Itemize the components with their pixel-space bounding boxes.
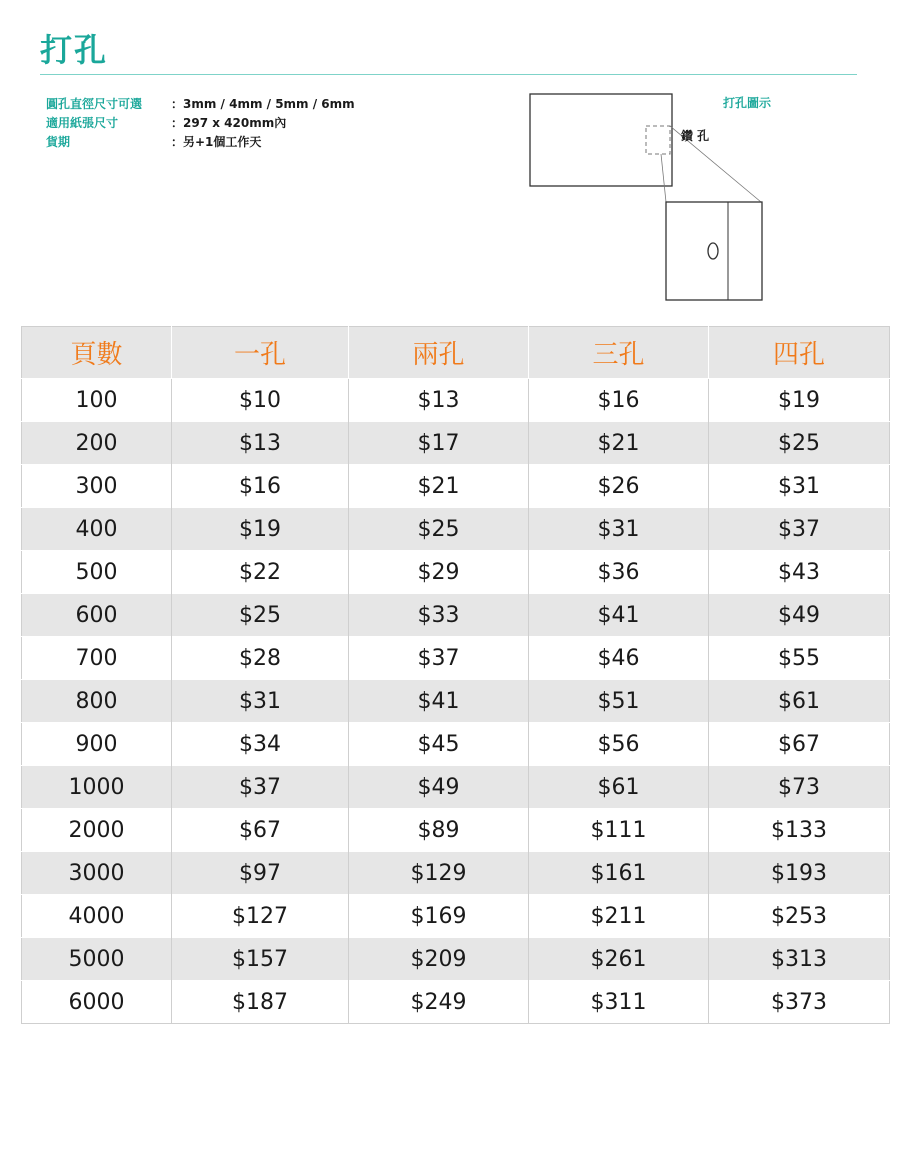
page-count-cell: 200 xyxy=(22,422,172,465)
price-cell: $13 xyxy=(349,379,529,422)
page-count-cell: 2000 xyxy=(22,809,172,852)
price-cell: $41 xyxy=(529,594,709,637)
table-row xyxy=(22,594,890,637)
price-cell: $36 xyxy=(529,551,709,594)
page-count-cell: 5000 xyxy=(22,938,172,981)
page-count-cell: 100 xyxy=(22,379,172,422)
price-cell: $127 xyxy=(172,895,349,938)
title-divider xyxy=(40,74,857,75)
page-count-cell: 6000 xyxy=(22,981,172,1024)
price-cell: $49 xyxy=(709,594,890,637)
price-cell: $31 xyxy=(529,508,709,551)
spec-value: ：另+1個工作天 xyxy=(171,135,262,149)
page-count-cell: 700 xyxy=(22,637,172,680)
price-cell: $253 xyxy=(709,895,890,938)
price-cell: $161 xyxy=(529,852,709,895)
price-cell: $43 xyxy=(709,551,890,594)
page-count-cell: 500 xyxy=(22,551,172,594)
table-row xyxy=(22,852,890,895)
price-cell: $37 xyxy=(172,766,349,809)
price-cell: $193 xyxy=(709,852,890,895)
page-count-cell: 600 xyxy=(22,594,172,637)
spec-row-hole-size xyxy=(46,95,355,114)
punch-diagram xyxy=(528,90,828,310)
price-cell: $89 xyxy=(349,809,529,852)
table-row xyxy=(22,723,890,766)
price-cell: $22 xyxy=(172,551,349,594)
zoom-detail xyxy=(666,202,762,300)
zoom-line xyxy=(661,154,666,202)
price-cell: $73 xyxy=(709,766,890,809)
price-cell: $19 xyxy=(172,508,349,551)
price-cell: $249 xyxy=(349,981,529,1024)
price-cell: $19 xyxy=(709,379,890,422)
spec-row-lead-time xyxy=(46,133,355,152)
header-pages: 頁數 xyxy=(22,327,172,379)
hole-label: 鑽 孔 xyxy=(681,129,710,143)
price-cell: $209 xyxy=(349,938,529,981)
page-count-cell: 4000 xyxy=(22,895,172,938)
price-cell: $13 xyxy=(172,422,349,465)
price-cell: $17 xyxy=(349,422,529,465)
header-four-holes: 四孔 xyxy=(709,327,890,379)
spec-value: ：297 x 420mm內 xyxy=(171,116,287,130)
price-cell: $34 xyxy=(172,723,349,766)
paper-sheet xyxy=(530,94,672,186)
table-row xyxy=(22,465,890,508)
page-count-cell: 800 xyxy=(22,680,172,723)
header-one-hole: 一孔 xyxy=(172,327,349,379)
price-cell: $51 xyxy=(529,680,709,723)
price-cell: $41 xyxy=(349,680,529,723)
price-cell: $56 xyxy=(529,723,709,766)
price-cell: $21 xyxy=(529,422,709,465)
price-cell: $49 xyxy=(349,766,529,809)
spec-label: 圓孔直徑尺寸可選 xyxy=(46,97,143,111)
price-cell: $61 xyxy=(709,680,890,723)
price-cell: $157 xyxy=(172,938,349,981)
page-count-cell: 400 xyxy=(22,508,172,551)
price-cell: $37 xyxy=(349,637,529,680)
price-cell: $313 xyxy=(709,938,890,981)
price-cell: $16 xyxy=(172,465,349,508)
table-row xyxy=(22,422,890,465)
table-row xyxy=(22,637,890,680)
price-cell: $26 xyxy=(529,465,709,508)
spec-list xyxy=(46,95,355,152)
table-body xyxy=(22,379,890,1024)
table-row xyxy=(22,895,890,938)
price-cell: $169 xyxy=(349,895,529,938)
table-row xyxy=(22,551,890,594)
price-cell: $25 xyxy=(349,508,529,551)
price-cell: $111 xyxy=(529,809,709,852)
table-header-row xyxy=(22,327,890,379)
header-two-holes: 兩孔 xyxy=(349,327,529,379)
spec-label: 貨期 xyxy=(46,135,71,149)
price-cell: $311 xyxy=(529,981,709,1024)
price-cell: $37 xyxy=(709,508,890,551)
price-cell: $373 xyxy=(709,981,890,1024)
price-cell: $21 xyxy=(349,465,529,508)
punch-hole-icon xyxy=(708,243,718,259)
price-table xyxy=(21,326,890,1024)
price-cell: $28 xyxy=(172,637,349,680)
price-cell: $16 xyxy=(529,379,709,422)
price-cell: $211 xyxy=(529,895,709,938)
table-row xyxy=(22,508,890,551)
price-cell: $46 xyxy=(529,637,709,680)
price-cell: $187 xyxy=(172,981,349,1024)
table-row xyxy=(22,379,890,422)
price-cell: $25 xyxy=(172,594,349,637)
page-count-cell: 900 xyxy=(22,723,172,766)
table-row xyxy=(22,809,890,852)
price-cell: $67 xyxy=(172,809,349,852)
spec-value: ：3mm / 4mm / 5mm / 6mm xyxy=(171,97,355,111)
price-cell: $129 xyxy=(349,852,529,895)
table-row xyxy=(22,938,890,981)
spec-row-paper-size xyxy=(46,114,355,133)
table-row xyxy=(22,680,890,723)
page-title: 打孔 xyxy=(40,31,109,69)
diagram-caption: 打孔圖示 xyxy=(723,96,772,110)
price-cell: $61 xyxy=(529,766,709,809)
table-row xyxy=(22,766,890,809)
page-count-cell: 1000 xyxy=(22,766,172,809)
price-cell: $31 xyxy=(172,680,349,723)
table-row xyxy=(22,981,890,1024)
price-cell: $97 xyxy=(172,852,349,895)
price-cell: $33 xyxy=(349,594,529,637)
price-cell: $133 xyxy=(709,809,890,852)
price-cell: $29 xyxy=(349,551,529,594)
price-cell: $31 xyxy=(709,465,890,508)
header-three-holes: 三孔 xyxy=(529,327,709,379)
price-cell: $261 xyxy=(529,938,709,981)
hole-area-marker xyxy=(646,126,670,154)
page-count-cell: 300 xyxy=(22,465,172,508)
price-cell: $67 xyxy=(709,723,890,766)
price-cell: $45 xyxy=(349,723,529,766)
spec-label: 適用紙張尺寸 xyxy=(46,116,119,130)
price-cell: $10 xyxy=(172,379,349,422)
price-cell: $25 xyxy=(709,422,890,465)
page-count-cell: 3000 xyxy=(22,852,172,895)
price-cell: $55 xyxy=(709,637,890,680)
